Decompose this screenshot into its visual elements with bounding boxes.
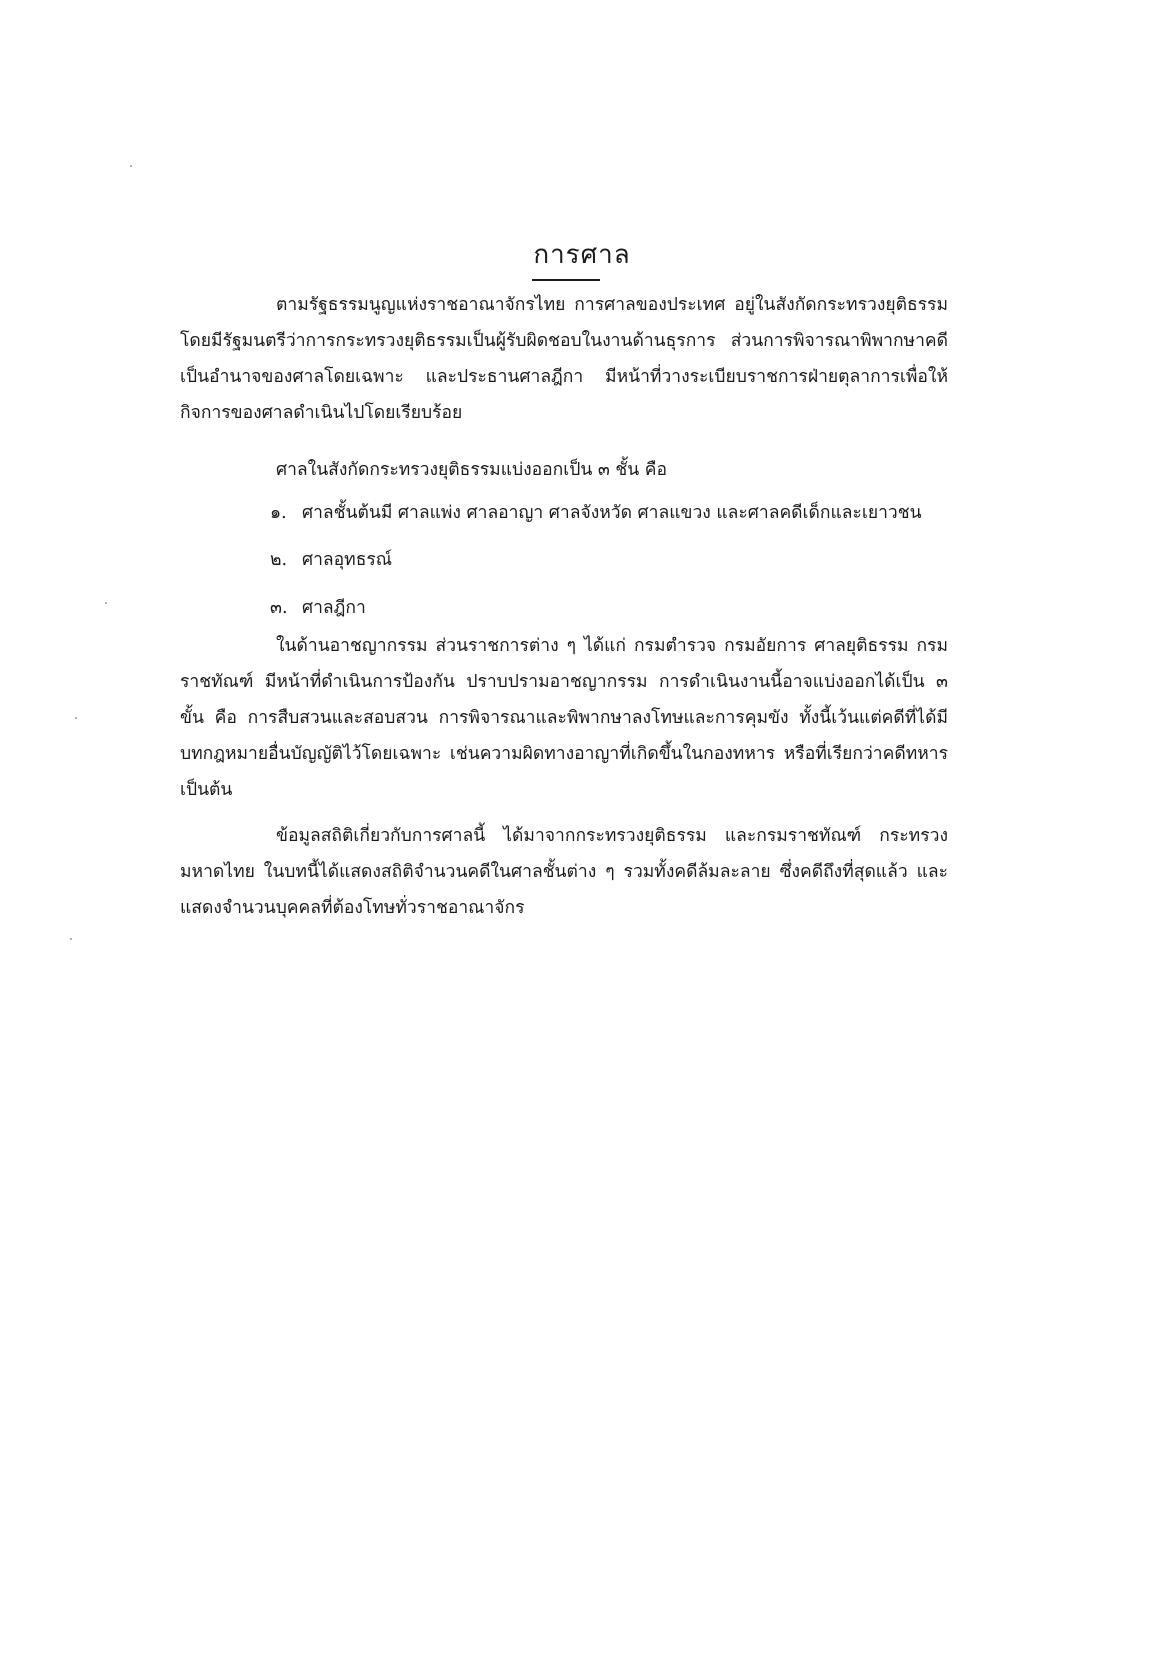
scan-speck bbox=[105, 602, 107, 604]
paragraph-court-structure: ศาลในสังกัดกระทรวงยุติธรรมแบ่งออกเป็น ๓ ชั้น คือ bbox=[276, 460, 667, 480]
list-item-court-level-3 bbox=[270, 593, 970, 623]
scan-speck bbox=[70, 938, 72, 940]
list-item-text: ศาลฎีกา bbox=[302, 598, 366, 618]
list-item-court-level-1 bbox=[270, 498, 970, 528]
paragraph-crime: ในด้านอาชญากรรม ส่วนราชการต่าง ๆ ได้แก่ กรมตำรวจ กรมอัยการ ศาลยุติธรรม กรมราชทัณฑ์ มีหน้าที่ดำเนินการป้องกัน ปราบปรามอาชญากรรม การดำเนินงานนี้อาจแบ่งออกได้เป็น ๓ ขั้น คือ การสืบสวนและสอบสวน การพิจารณาและพิพากษาลงโทษและการคุมขัง ทั้งนี้เว้นแต่คดีที่ได้มีบทกฎหมายอื่นบัญญัติไว้โดยเฉพาะ เช่นความผิดทางอาญาที่เกิดขึ้นในกองทหาร หรือที่เรียกว่าคดีทหาร เป็นต้น bbox=[180, 636, 948, 800]
list-item-text: ศาลอุทธรณ์ bbox=[302, 550, 393, 570]
paragraph-statistics: ข้อมูลสถิติเกี่ยวกับการศาลนี้ ได้มาจากกระทรวงยุติธรรม และกรมราชทัณฑ์ กระทรวงมหาดไทย ในบทนี้ได้แสดงสถิติจำนวนคดีในศาลชั้นต่าง ๆ รวมทั้งคดีล้มละลาย ซึ่งคดีถึงที่สุดแล้ว และแสดงจำนวนบุคคลที่ต้องโทษทั่วราชอาณาจักร bbox=[180, 826, 948, 918]
list-item-number: ๒. bbox=[270, 550, 288, 570]
scan-speck bbox=[75, 717, 77, 719]
list-item-text: ศาลชั้นต้นมี ศาลแพ่ง ศาลอาญา ศาลจังหวัด ศาลแขวง และศาลคดีเด็กและเยาวชน bbox=[302, 503, 922, 523]
title-underline bbox=[532, 279, 600, 281]
page-title: การศาล bbox=[533, 240, 631, 270]
list-item-court-level-2 bbox=[270, 545, 970, 575]
paragraph-constitution: ตามรัฐธรรมนูญแห่งราชอาณาจักรไทย การศาลของประเทศ อยู่ในสังกัดกระทรวงยุติธรรม โดยมีรัฐมนตรีว่าการกระทรวงยุติธรรมเป็นผู้รับผิดชอบในงานด้านธุรการ ส่วนการพิจารณาพิพากษาคดีเป็นอำนาจของศาลโดยเฉพาะ และประธานศาลฎีกา มีหน้าที่วางระเบียบราชการฝ่ายตุลาการเพื่อให้กิจการของศาลดำเนินไปโดยเรียบร้อย bbox=[180, 295, 948, 423]
list-item-number: ๑. bbox=[270, 503, 287, 523]
list-item-number: ๓. bbox=[270, 598, 288, 618]
scan-speck bbox=[130, 165, 132, 167]
